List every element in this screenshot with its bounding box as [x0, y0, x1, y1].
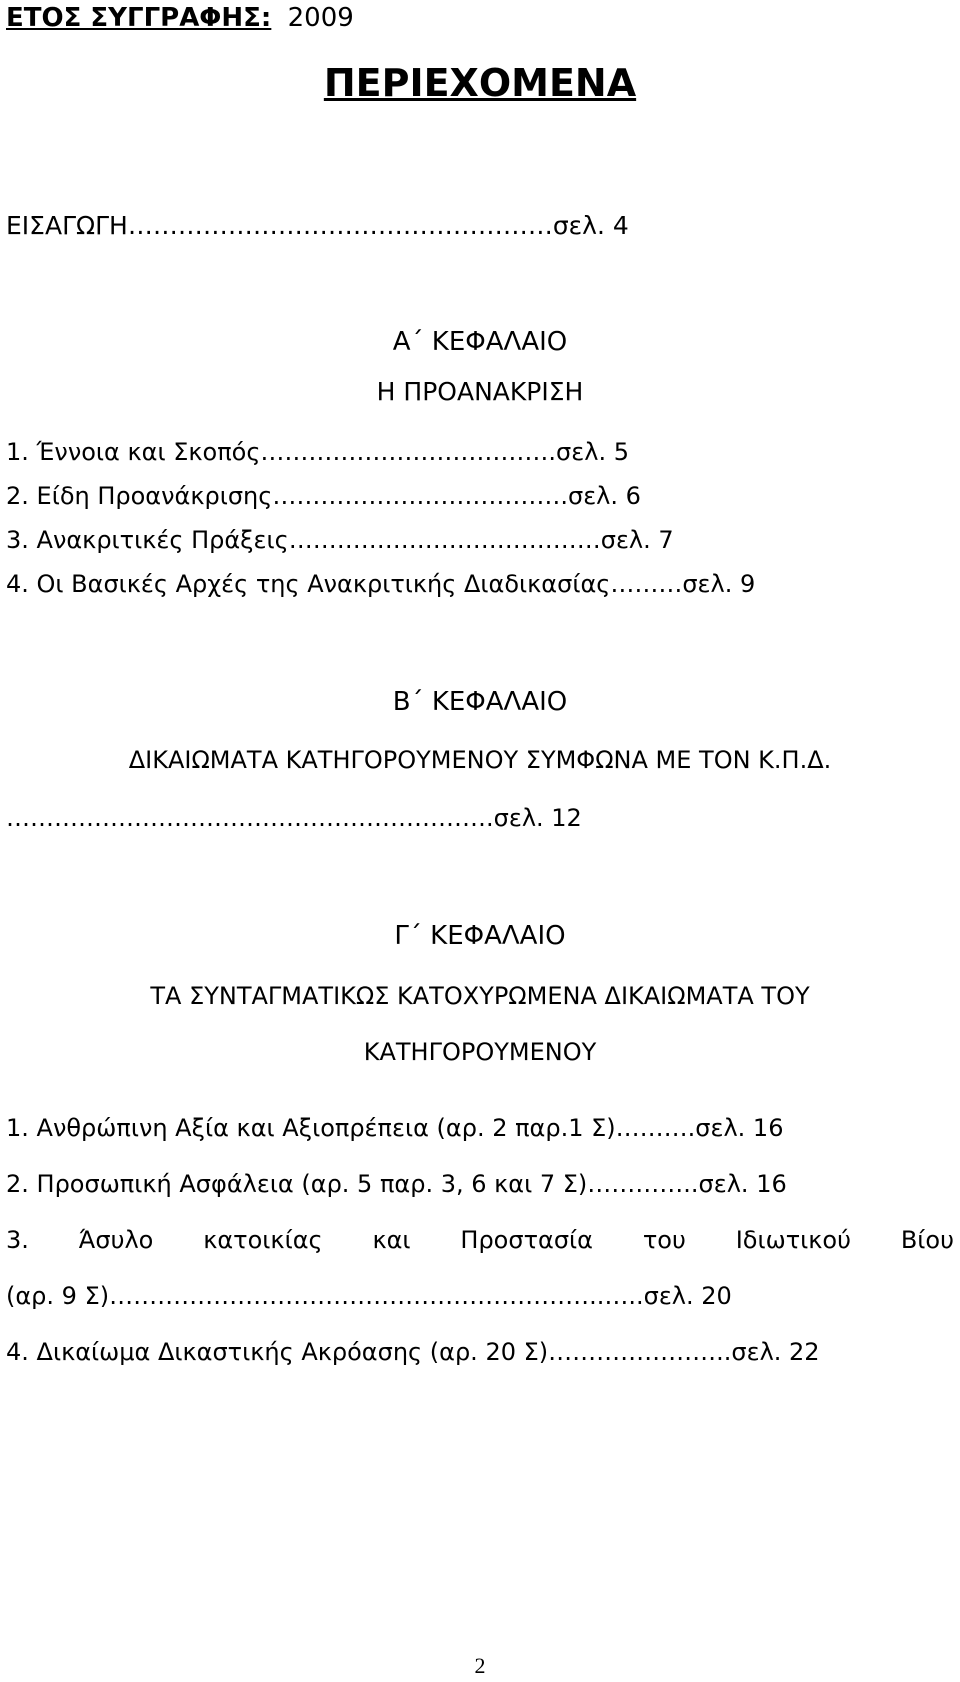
page-title: ΠΕΡΙΕΧΟΜΕΝΑ — [323, 61, 637, 105]
toc-entry: 2. Προσωπική Ασφάλεια (αρ. 5 παρ. 3, 6 και 7 Σ)…………..σελ. 16 — [6, 1170, 787, 1198]
chapter-b-page: …………………………………………………….σελ. 12 — [6, 804, 582, 832]
year-value: 2009 — [287, 3, 354, 33]
chapter-c-subtitle: ΚΑΤΗΓΟΡΟΥΜΕΝΟΥ — [363, 1038, 597, 1066]
toc-entry: (αρ. 9 Σ)……………………………………………………..…..σελ. 20 — [6, 1282, 732, 1310]
page-number: 2 — [474, 1653, 486, 1678]
toc-entry: 3. Ανακριτικές Πράξεις…………………………………σελ. 7 — [6, 526, 674, 554]
chapter-b-subtitle: ΔΙΚΑΙΩΜΑΤΑ ΚΑΤΗΓΟΡΟΥΜΕΝΟΥ ΣΥΜΦΩΝΑ ΜΕ ΤΟΝ Κ.Π.Δ. — [128, 746, 832, 774]
year-label: ΕΤΟΣ ΣΥΓΓΡΑΦΗΣ: — [6, 3, 272, 33]
toc-entry: 3. Άσυλο κατοικίας και Προστασία του Ιδιωτικού Βίου — [6, 1226, 954, 1254]
toc-entry: 1. Έννοια και Σκοπός……………………………….σελ. 5 — [6, 438, 629, 466]
toc-entry-intro: ΕΙΣΑΓΩΓΗ……………………………………………σελ. 4 — [6, 211, 629, 240]
toc-entry: 1. Ανθρώπινη Αξία και Αξιοπρέπεια (αρ. 2 παρ.1 Σ)……….σελ. 16 — [6, 1114, 784, 1142]
chapter-a-subtitle: Η ΠΡΟΑΝΑΚΡΙΣΗ — [376, 377, 584, 406]
chapter-c-subtitle: ΤΑ ΣΥΝΤΑΓΜΑΤΙΚΩΣ ΚΑΤΟΧΥΡΩΜΕΝΑ ΔΙΚΑΙΩΜΑΤΑ ΤΟΥ — [150, 982, 810, 1010]
chapter-b-heading: Β΄ ΚΕΦΑΛΑΙΟ — [392, 687, 568, 717]
toc-entry: 2. Είδη Προανάκρισης……………………………….σελ. 6 — [6, 482, 641, 510]
chapter-a-heading: Α΄ ΚΕΦΑΛΑΙΟ — [392, 327, 568, 357]
author-year-line — [6, 2, 354, 34]
chapter-c-heading: Γ΄ ΚΕΦΑΛΑΙΟ — [394, 921, 566, 951]
toc-entry: 4. Οι Βασικές Αρχές της Ανακριτικής Διαδικασίας………σελ. 9 — [6, 570, 756, 598]
toc-entry: 4. Δικαίωμα Δικαστικής Ακρόασης (αρ. 20 Σ)…………………..σελ. 22 — [6, 1338, 820, 1366]
